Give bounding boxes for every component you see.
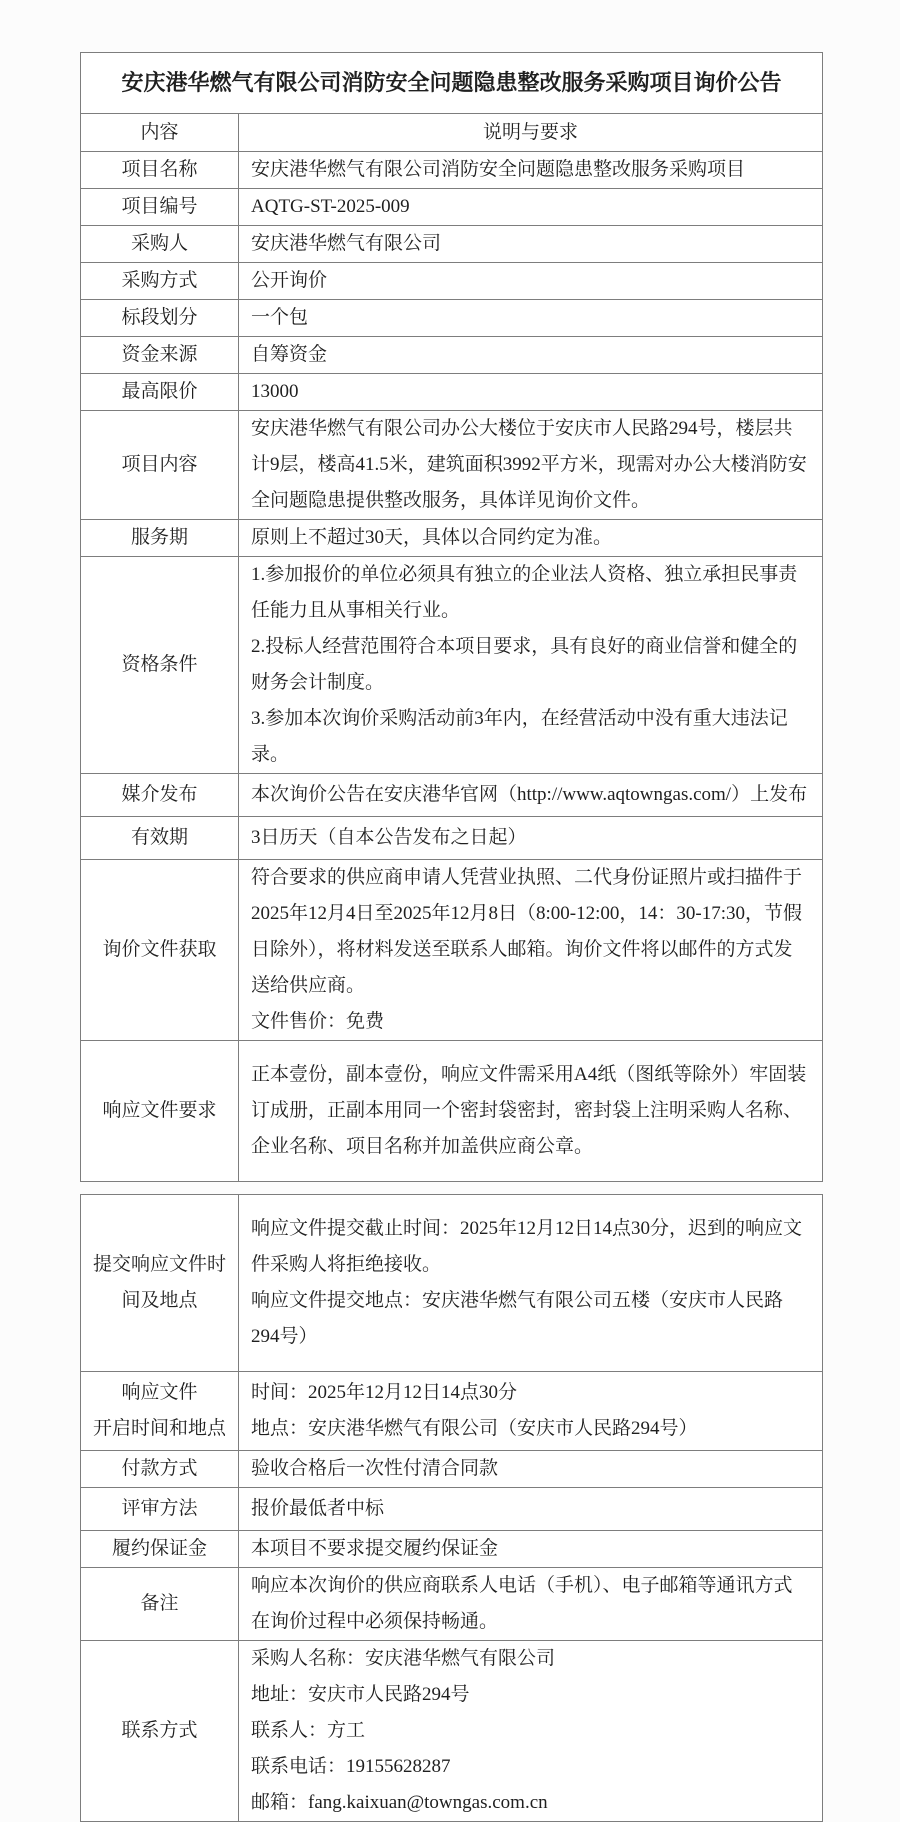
row-value bbox=[239, 1372, 823, 1451]
row-label: 有效期 bbox=[81, 817, 239, 860]
row-value bbox=[239, 1641, 823, 1822]
row-label bbox=[81, 1372, 239, 1451]
row-value bbox=[239, 860, 823, 1041]
row-value: 本项目不要求提交履约保证金 bbox=[239, 1531, 823, 1568]
row-value: 安庆港华燃气有限公司办公大楼位于安庆市人民路294号，楼层共计9层，楼高41.5米，建筑面积3992平方米，现需对办公大楼消防安全问题隐患提供整改服务，具体详见询价文件。 bbox=[239, 411, 823, 520]
table-row-contact-info bbox=[81, 1641, 823, 1822]
row-label: 履约保证金 bbox=[81, 1531, 239, 1568]
row-label-line: 间及地点 bbox=[121, 1290, 198, 1311]
table-row-purchaser bbox=[81, 226, 823, 263]
paragraph: 地点：安庆港华燃气有限公司（安庆市人民路294号） bbox=[251, 1418, 698, 1439]
row-value: 原则上不超过30天，具体以合同约定为准。 bbox=[239, 520, 823, 557]
row-label: 资金来源 bbox=[81, 337, 239, 374]
row-label: 付款方式 bbox=[81, 1451, 239, 1488]
paragraph: 符合要求的供应商申请人凭营业执照、二代身份证照片或扫描件于2025年12月4日至2025年12月8日（8:00-12:00，14：30-17:30，节假日除外），将材料发送至联系人邮箱。询价文件将以邮件的方式发送给供应商。 bbox=[251, 867, 803, 996]
row-value: AQTG-ST-2025-009 bbox=[239, 189, 823, 226]
row-value: 本次询价公告在安庆港华官网（http://www.aqtowngas.com/）上发布 bbox=[239, 774, 823, 817]
table-row-project-content bbox=[81, 411, 823, 520]
row-label bbox=[81, 1195, 239, 1372]
row-label-line: 响应文件 bbox=[121, 1382, 198, 1403]
table-row-payment-method bbox=[81, 1451, 823, 1488]
paragraph: 时间：2025年12月12日14点30分 bbox=[251, 1382, 518, 1403]
row-label: 项目名称 bbox=[81, 152, 239, 189]
row-value: 安庆港华燃气有限公司消防安全问题隐患整改服务采购项目 bbox=[239, 152, 823, 189]
page-title: 安庆港华燃气有限公司消防安全问题隐患整改服务采购项目询价公告 bbox=[81, 53, 823, 114]
paragraph: 联系电话：19155628287 bbox=[251, 1756, 451, 1777]
row-value: 安庆港华燃气有限公司 bbox=[239, 226, 823, 263]
row-label: 服务期 bbox=[81, 520, 239, 557]
row-label-line: 开启时间和地点 bbox=[92, 1418, 226, 1439]
table-row-opening-time-place bbox=[81, 1372, 823, 1451]
column-header-content: 内容 bbox=[81, 114, 239, 152]
paragraph: 联系人：方工 bbox=[251, 1720, 366, 1741]
announcement-table-main bbox=[80, 52, 823, 1182]
row-label: 备注 bbox=[81, 1568, 239, 1641]
announcement-document bbox=[80, 52, 823, 1822]
row-value bbox=[239, 1195, 823, 1372]
table-row-validity-period bbox=[81, 817, 823, 860]
paragraph: 1.参加报价的单位必须具有独立的企业法人资格、独立承担民事责任能力且从事相关行业。 bbox=[251, 564, 798, 621]
column-header-description: 说明与要求 bbox=[239, 114, 823, 152]
row-label: 最高限价 bbox=[81, 374, 239, 411]
paragraph: 2.投标人经营范围符合本项目要求，具有良好的商业信誉和健全的财务会计制度。 bbox=[251, 636, 798, 693]
table-row-service-period bbox=[81, 520, 823, 557]
row-value: 自筹资金 bbox=[239, 337, 823, 374]
row-value bbox=[239, 557, 823, 774]
row-label: 响应文件要求 bbox=[81, 1041, 239, 1182]
row-value: 验收合格后一次性付清合同款 bbox=[239, 1451, 823, 1488]
row-value: 报价最低者中标 bbox=[239, 1488, 823, 1531]
paragraph: 文件售价：免费 bbox=[251, 1011, 385, 1032]
row-value: 正本壹份，副本壹份，响应文件需采用A4纸（图纸等除外）牢固装订成册，正副本用同一个密封袋密封，密封袋上注明采购人名称、企业名称、项目名称并加盖供应商公章。 bbox=[239, 1041, 823, 1182]
table-row-response-document-requirements bbox=[81, 1041, 823, 1182]
row-label: 项目编号 bbox=[81, 189, 239, 226]
column-header-row bbox=[81, 114, 823, 152]
row-label: 采购人 bbox=[81, 226, 239, 263]
row-label: 联系方式 bbox=[81, 1641, 239, 1822]
paragraph: 响应文件提交地点：安庆港华燃气有限公司五楼（安庆市人民路294号） bbox=[251, 1290, 784, 1347]
table-row-document-acquisition bbox=[81, 860, 823, 1041]
paragraph: 响应文件提交截止时间：2025年12月12日14点30分，迟到的响应文件采购人将拒绝接收。 bbox=[251, 1218, 803, 1275]
row-label: 项目内容 bbox=[81, 411, 239, 520]
announcement-table-schedule bbox=[80, 1194, 823, 1822]
table-row-funding-source bbox=[81, 337, 823, 374]
paragraph: 地址：安庆市人民路294号 bbox=[251, 1684, 470, 1705]
paragraph: 采购人名称：安庆港华燃气有限公司 bbox=[251, 1648, 556, 1669]
table-row-project-number bbox=[81, 189, 823, 226]
table-row-qualification bbox=[81, 557, 823, 774]
row-label: 标段划分 bbox=[81, 300, 239, 337]
row-value: 响应本次询价的供应商联系人电话（手机）、电子邮箱等通讯方式在询价过程中必须保持畅通。 bbox=[239, 1568, 823, 1641]
table-row-media-publication bbox=[81, 774, 823, 817]
table-row-remarks bbox=[81, 1568, 823, 1641]
row-label: 评审方法 bbox=[81, 1488, 239, 1531]
row-label-line: 提交响应文件时 bbox=[92, 1254, 226, 1275]
table-row-lot-division bbox=[81, 300, 823, 337]
row-value: 3日历天（自本公告发布之日起） bbox=[239, 817, 823, 860]
table-row-max-price bbox=[81, 374, 823, 411]
paragraph: 3.参加本次询价采购活动前3年内，在经营活动中没有重大违法记录。 bbox=[251, 708, 788, 765]
paragraph: 邮箱：fang.kaixuan@towngas.com.cn bbox=[251, 1792, 548, 1813]
title-row bbox=[81, 53, 823, 114]
row-value: 13000 bbox=[239, 374, 823, 411]
row-label: 采购方式 bbox=[81, 263, 239, 300]
table-row-project-name bbox=[81, 152, 823, 189]
row-label: 资格条件 bbox=[81, 557, 239, 774]
table-row-evaluation-method bbox=[81, 1488, 823, 1531]
row-value: 一个包 bbox=[239, 300, 823, 337]
row-label: 询价文件获取 bbox=[81, 860, 239, 1041]
table-row-submission-time-place bbox=[81, 1195, 823, 1372]
table-row-procurement-method bbox=[81, 263, 823, 300]
table-row-performance-bond bbox=[81, 1531, 823, 1568]
row-value: 公开询价 bbox=[239, 263, 823, 300]
row-label: 媒介发布 bbox=[81, 774, 239, 817]
